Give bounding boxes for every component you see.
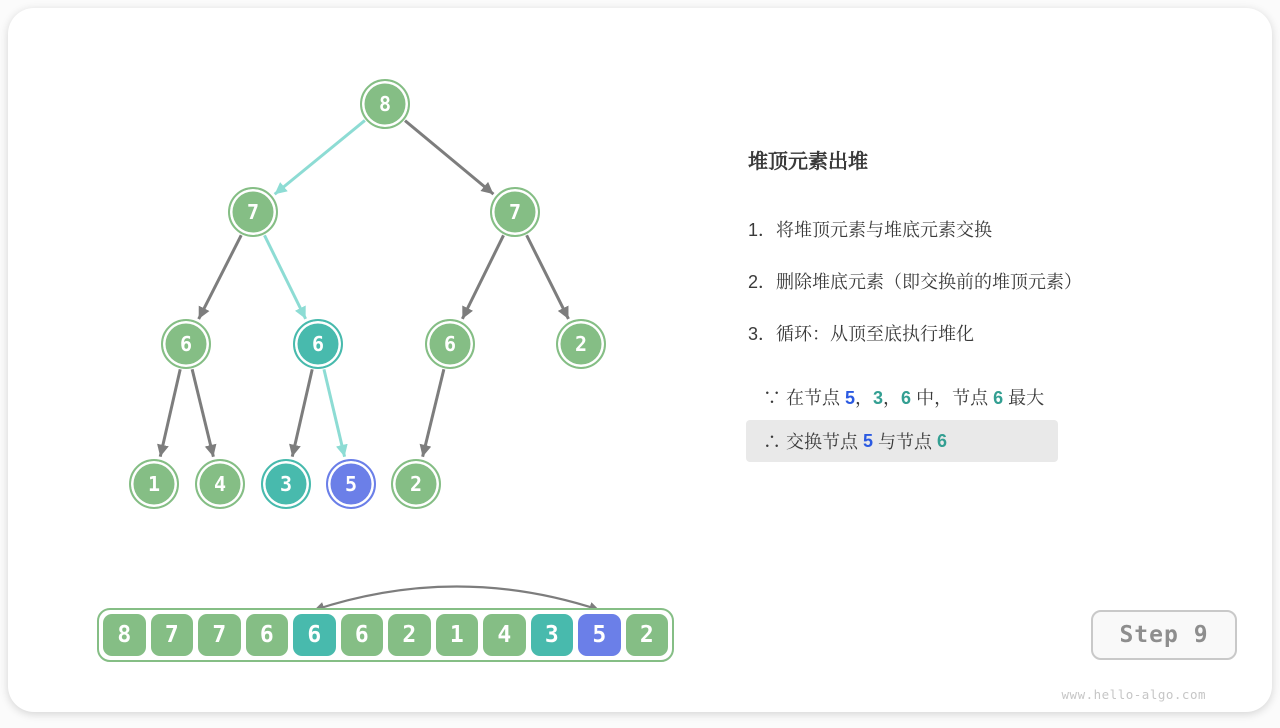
tree-edge — [192, 369, 213, 457]
step-item: 3．循环：从顶至底执行堆化 — [748, 324, 975, 344]
array-cell: 6 — [293, 614, 336, 656]
node-value-segment: 3 — [873, 388, 884, 408]
array-cell: 3 — [531, 614, 574, 656]
tree-node: 2 — [391, 459, 441, 509]
tree-node: 8 — [360, 79, 410, 129]
tree-edges — [160, 120, 568, 456]
node-value-segment: 5 — [845, 388, 856, 408]
panel-title: 堆顶元素出堆 — [748, 151, 868, 173]
text-segment: 与节点 — [873, 432, 938, 452]
tree-node: 6 — [161, 319, 211, 369]
tree-edge — [405, 121, 493, 194]
swap-arc-path — [314, 587, 599, 611]
tree-node: 2 — [556, 319, 606, 369]
tree-edge — [264, 235, 305, 319]
step-badge: Step 9 — [1091, 610, 1237, 660]
tree-edge — [275, 120, 365, 194]
array-cell: 6 — [246, 614, 289, 656]
tree-edge — [462, 235, 503, 319]
step-list — [748, 219, 1082, 375]
tree-edge — [292, 369, 312, 456]
tree-node: 3 — [261, 459, 311, 509]
array-cell: 2 — [626, 614, 669, 656]
text-segment: ∵ 在节点 — [763, 388, 846, 408]
text-segment: 最大 — [1003, 388, 1045, 408]
tree-node: 6 — [293, 319, 343, 369]
array-cell: 7 — [198, 614, 241, 656]
node-value-segment: 6 — [901, 388, 912, 408]
array-cell: 4 — [483, 614, 526, 656]
tree-edge — [527, 235, 569, 319]
text-segment: ， — [883, 388, 902, 408]
array-swap-arc — [314, 587, 599, 611]
tree-node: 7 — [490, 187, 540, 237]
text-segment: ， — [855, 388, 874, 408]
tree-edge — [423, 369, 444, 457]
figure-card — [8, 8, 1272, 712]
step-item: 2．删除堆底元素（即交换前的堆顶元素） — [748, 272, 1083, 292]
array-cell: 8 — [103, 614, 146, 656]
tree-edge — [199, 235, 242, 319]
tree-edge — [324, 369, 345, 456]
array-cell: 2 — [388, 614, 431, 656]
tree-node: 6 — [425, 319, 475, 369]
node-value-segment: 6 — [937, 430, 948, 451]
tree-edge — [160, 369, 180, 456]
tree-node: 1 — [129, 459, 179, 509]
tree-node: 5 — [326, 459, 376, 509]
text-segment: 中，节点 — [911, 388, 994, 408]
watermark: www.hello-algo.com — [1061, 687, 1206, 702]
array-cell: 6 — [341, 614, 384, 656]
tree-node: 7 — [228, 187, 278, 237]
because-line — [763, 387, 1044, 409]
tree-node: 4 — [195, 459, 245, 509]
therefore-highlight — [746, 420, 1058, 462]
heap-array — [97, 608, 674, 662]
text-segment: ∴ 交换节点 — [763, 432, 864, 452]
node-value-segment: 6 — [993, 388, 1004, 408]
step-item: 1．将堆顶元素与堆底元素交换 — [748, 220, 993, 240]
node-value-segment: 5 — [863, 430, 874, 451]
array-cell: 7 — [151, 614, 194, 656]
array-cell: 5 — [578, 614, 621, 656]
array-cell: 1 — [436, 614, 479, 656]
